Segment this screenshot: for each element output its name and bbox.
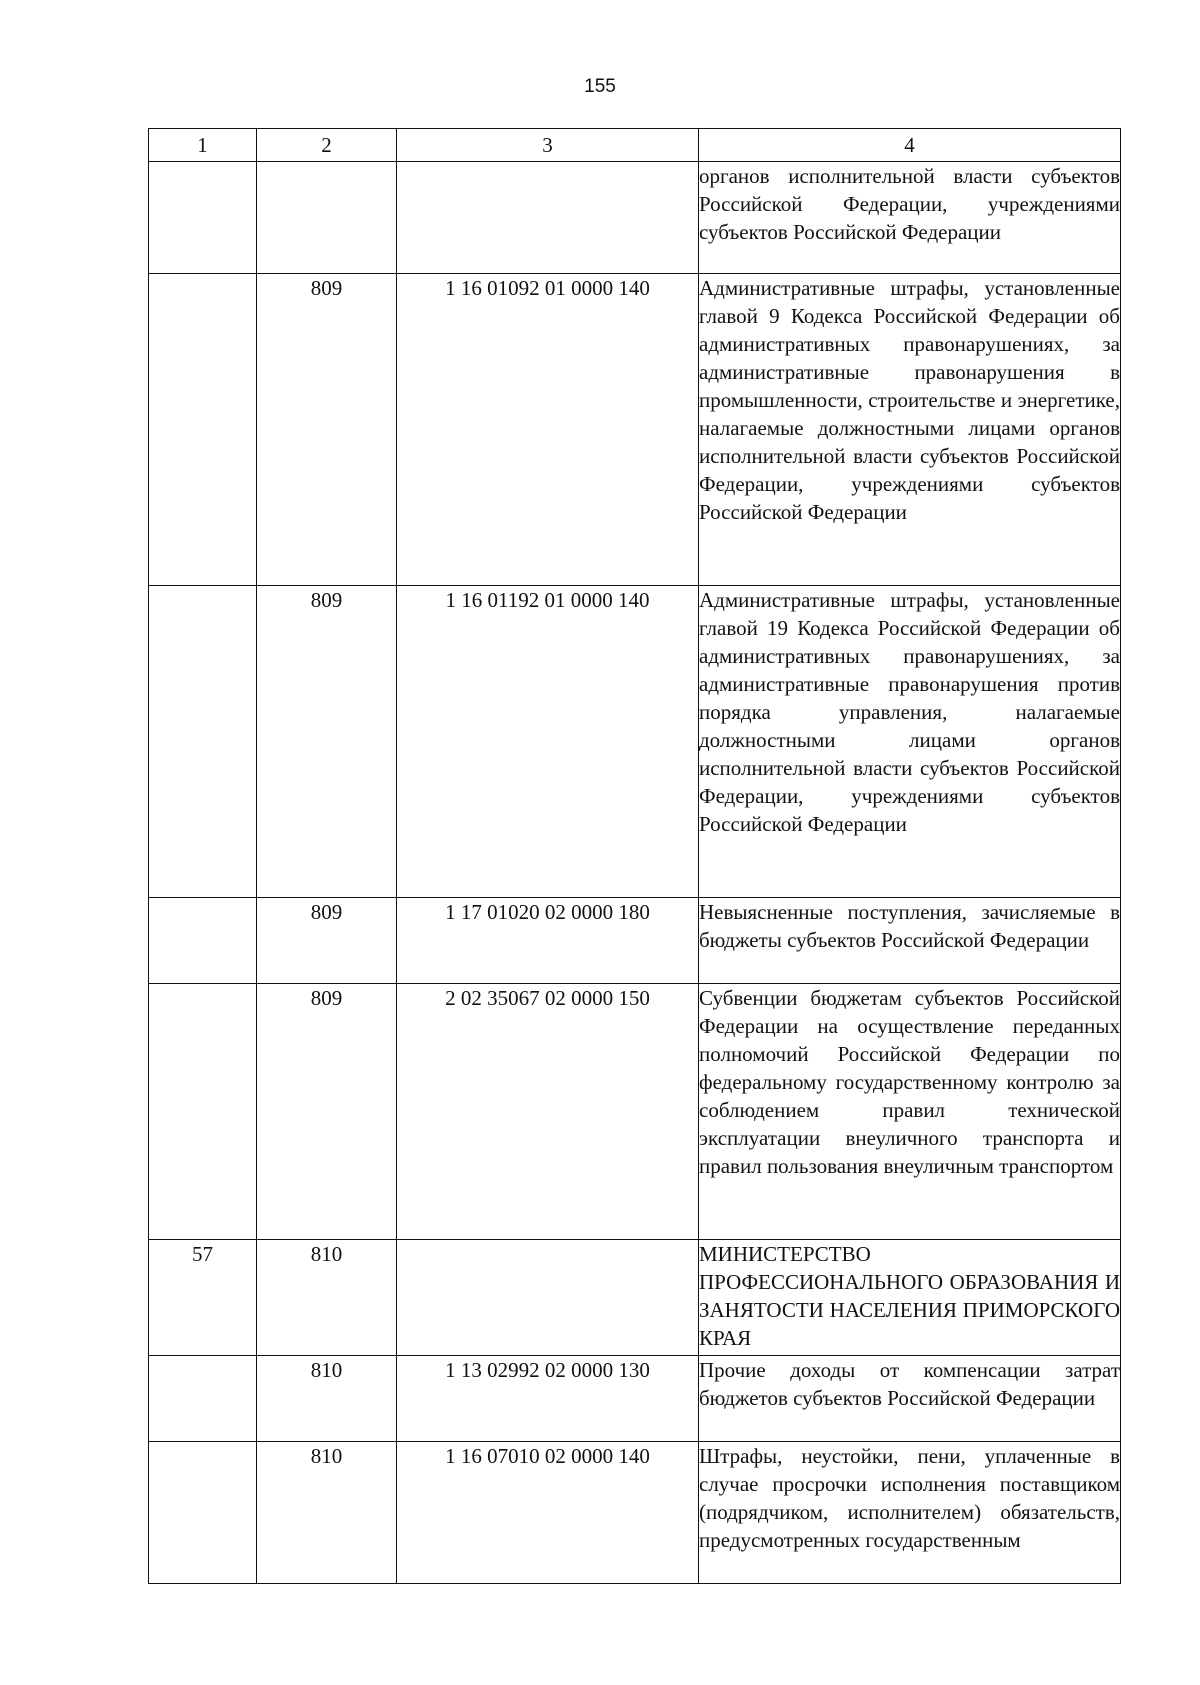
admin-code: 809 (257, 984, 397, 1240)
header-col-3: 3 (397, 129, 699, 162)
admin-code: 809 (257, 274, 397, 586)
header-col-1: 1 (149, 129, 257, 162)
row-number (149, 162, 257, 274)
admin-code: 809 (257, 898, 397, 984)
revenue-code: 1 17 01020 02 0000 180 (397, 898, 699, 984)
row-number (149, 898, 257, 984)
table-row (149, 1356, 1121, 1442)
revenue-description: Штрафы, неустойки, пени, уплаченные в случае просрочки исполнения поставщиком (подрядчиком, исполнителем) обязательств, предусмотренных государственным (699, 1442, 1121, 1584)
revenue-code: 1 13 02992 02 0000 130 (397, 1356, 699, 1442)
revenue-code (397, 162, 699, 274)
revenue-code: 1 16 01092 01 0000 140 (397, 274, 699, 586)
revenue-code (397, 1240, 699, 1356)
revenue-codes-table (148, 128, 1121, 1584)
revenue-description: Административные штрафы, установленные главой 19 Кодекса Российской Федерации об административных правонарушениях, за административные правонарушения против порядка управления, налагаемые должностными лицами органов исполнительной власти субъектов Российской Федерации, учреждениями субъектов Российской Федерации (699, 586, 1121, 898)
page-number: 155 (584, 76, 616, 97)
revenue-description: органов исполнительной власти субъектов Российской Федерации, учреждениями субъектов Российской Федерации (699, 162, 1121, 274)
admin-code: 810 (257, 1356, 397, 1442)
row-number (149, 1442, 257, 1584)
revenue-description: Невыясненные поступления, зачисляемые в бюджеты субъектов Российской Федерации (699, 898, 1121, 984)
row-number (149, 586, 257, 898)
row-number: 57 (149, 1240, 257, 1356)
admin-code: 809 (257, 586, 397, 898)
revenue-code: 1 16 01192 01 0000 140 (397, 586, 699, 898)
admin-code: 810 (257, 1442, 397, 1584)
table-row (149, 984, 1121, 1240)
ministry-heading: МИНИСТЕРСТВО ПРОФЕССИОНАЛЬНОГО ОБРАЗОВАНИЯ И ЗАНЯТОСТИ НАСЕЛЕНИЯ ПРИМОРСКОГО КРАЯ (699, 1240, 1121, 1356)
row-number (149, 1356, 257, 1442)
table-row (149, 1240, 1121, 1356)
table-row (149, 162, 1121, 274)
header-col-4: 4 (699, 129, 1121, 162)
row-number (149, 274, 257, 586)
revenue-code: 1 16 07010 02 0000 140 (397, 1442, 699, 1584)
revenue-code: 2 02 35067 02 0000 150 (397, 984, 699, 1240)
admin-code: 810 (257, 1240, 397, 1356)
admin-code (257, 162, 397, 274)
table-row (149, 1442, 1121, 1584)
revenue-description: Административные штрафы, установленные главой 9 Кодекса Российской Федерации об административных правонарушениях, за административные правонарушения в промышленности, строительстве и энергетике, налагаемые должностными лицами органов исполнительной власти субъектов Российской Федерации, учреждениями субъектов Российской Федерации (699, 274, 1121, 586)
revenue-description: Субвенции бюджетам субъектов Российской Федерации на осуществление переданных полномочий Российской Федерации по федеральному государственному контролю за соблюдением правил технической эксплуатации внеуличного транспорта и правил пользования внеуличным транспортом (699, 984, 1121, 1240)
table-row (149, 274, 1121, 586)
table-row (149, 898, 1121, 984)
table-row (149, 586, 1121, 898)
header-col-2: 2 (257, 129, 397, 162)
row-number (149, 984, 257, 1240)
revenue-description: Прочие доходы от компенсации затрат бюджетов субъектов Российской Федерации (699, 1356, 1121, 1442)
table-header-row (149, 129, 1121, 162)
